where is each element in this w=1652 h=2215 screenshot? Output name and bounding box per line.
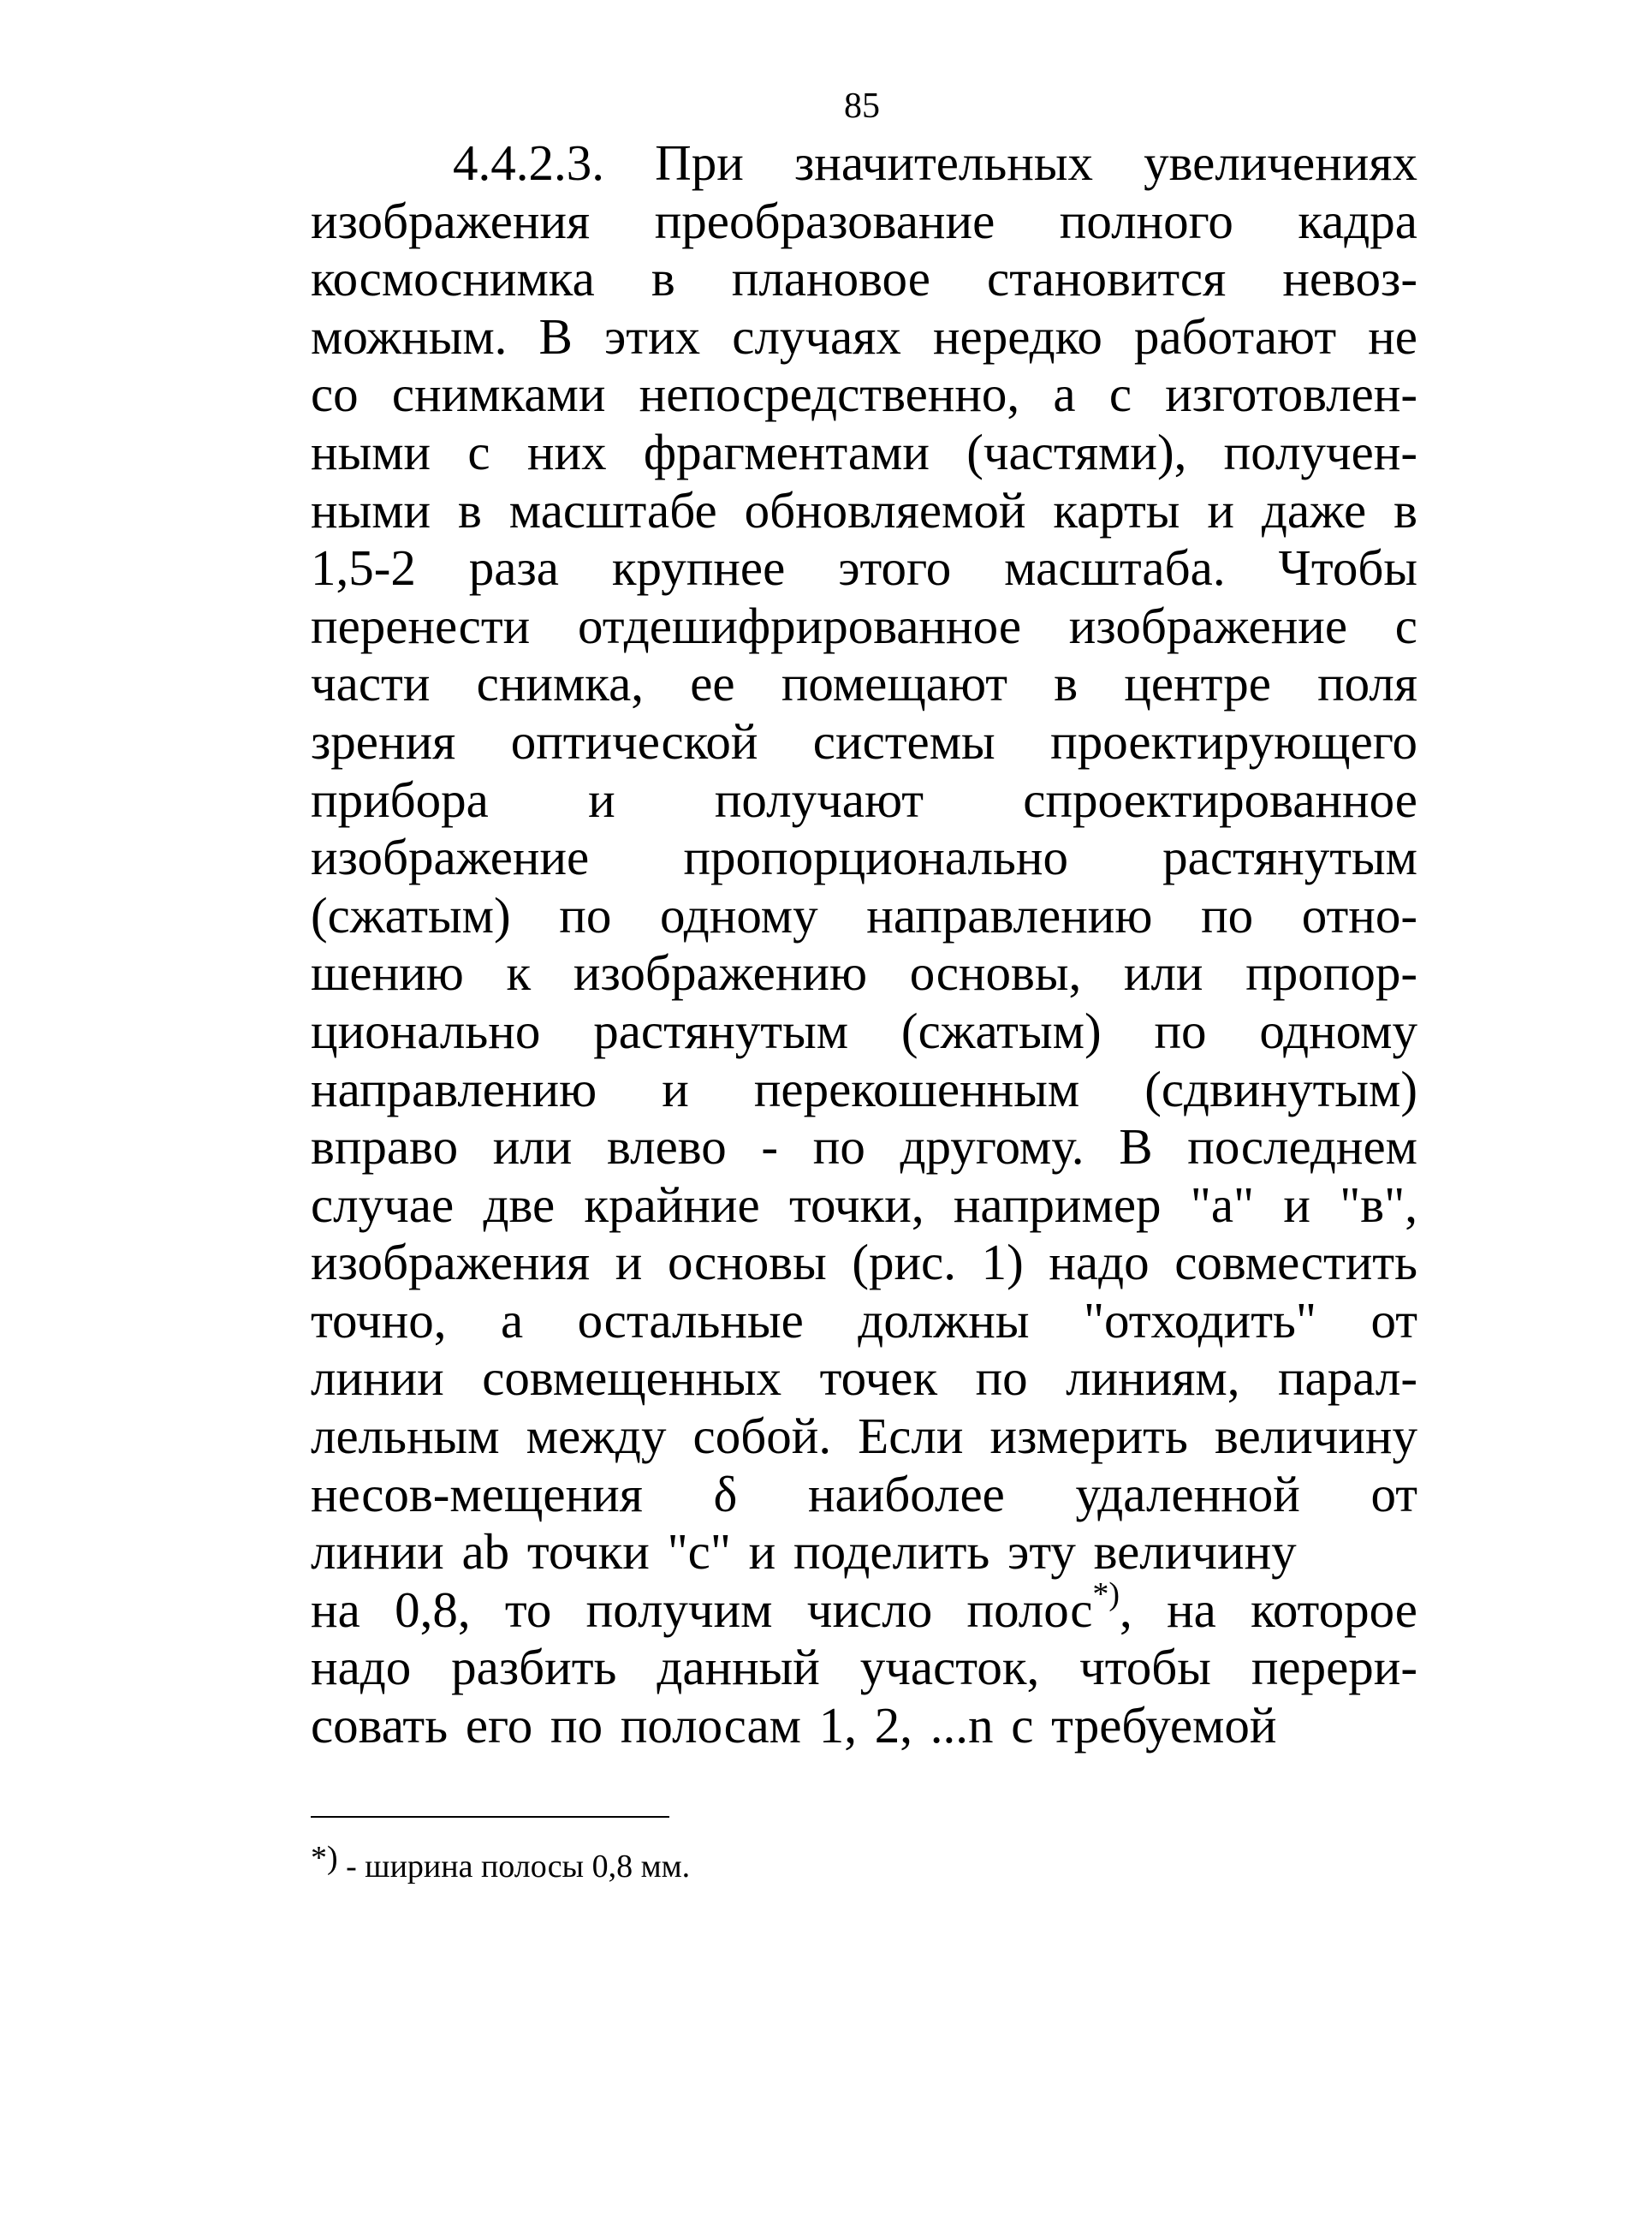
text-line: изображения преобразование полного кадра [311, 192, 1417, 249]
text-line: совать его по полосам 1, 2, ...n с требуемой [311, 1697, 1277, 1754]
footnote-text: - ширина полосы 0,8 мм. [337, 1849, 691, 1885]
text-line: направлению и перекошенным (сдвинутым) [311, 1060, 1417, 1117]
text-segment: , на которое [1120, 1581, 1417, 1638]
text-line: можным. В этих случаях нередко работают не [311, 307, 1417, 365]
text-line: линии совмещенных точек по линиям, парал- [311, 1349, 1417, 1407]
text-line: ными в масштабе обновляемой карты и даже в [311, 481, 1417, 539]
page-number: 85 [844, 86, 880, 126]
text-line: изображения и основы (рис. 1) надо совместить [311, 1234, 1417, 1291]
text-line: лельным между собой. Если измерить величину [311, 1408, 1417, 1465]
text-line: линии аb точки "с" и поделить эту величину [311, 1523, 1297, 1581]
text-line: несов-мещения δ наиболее удаленной от [311, 1465, 1417, 1522]
text-line: изображение пропорционально растянутым [311, 829, 1417, 886]
text-segment: на 0,8, то получим число полос [311, 1581, 1093, 1638]
footnote-reference: *) [1092, 1575, 1120, 1612]
text-line: космоснимка в плановое становится невоз- [311, 250, 1417, 307]
footnote-mark: *) [311, 1840, 338, 1876]
text-line: (сжатым) по одному направлению по отно- [311, 886, 1417, 944]
text-line: со снимками непосредственно, а с изготовлен- [311, 366, 1417, 423]
text-line: перенести отдешифрированное изображение с [311, 597, 1417, 654]
text-line: точно, а остальные должны "отходить" от [311, 1291, 1417, 1349]
text-line: шению к изображению основы, или пропор- [311, 944, 1417, 1002]
text-line: части снимка, ее помещают в центре поля [311, 655, 1417, 712]
text-line: 1,5-2 раза крупнее этого масштаба. Чтобы [311, 539, 1417, 597]
text-line-with-footnote-ref [311, 1575, 1417, 1640]
text-line: ными с них фрагментами (частями), получен- [311, 423, 1417, 480]
text-line: прибора и получают спроектированное [311, 771, 1417, 828]
text-line: надо разбить данный участок, чтобы перери- [311, 1639, 1417, 1696]
text-line: зрения оптической системы проектирующего [311, 712, 1417, 770]
footnote-separator [311, 1816, 669, 1818]
text-line: ционально растянутым (сжатым) по одному [311, 1002, 1417, 1059]
text-line: 4.4.2.3. При значительных увеличениях [453, 134, 1417, 191]
text-line: случае две крайние точки, например "а" и "в", [311, 1176, 1417, 1233]
footnote [311, 1839, 690, 1885]
text-line: вправо или влево - по другому. В последнем [311, 1118, 1417, 1176]
body-paragraph [311, 134, 1417, 1755]
